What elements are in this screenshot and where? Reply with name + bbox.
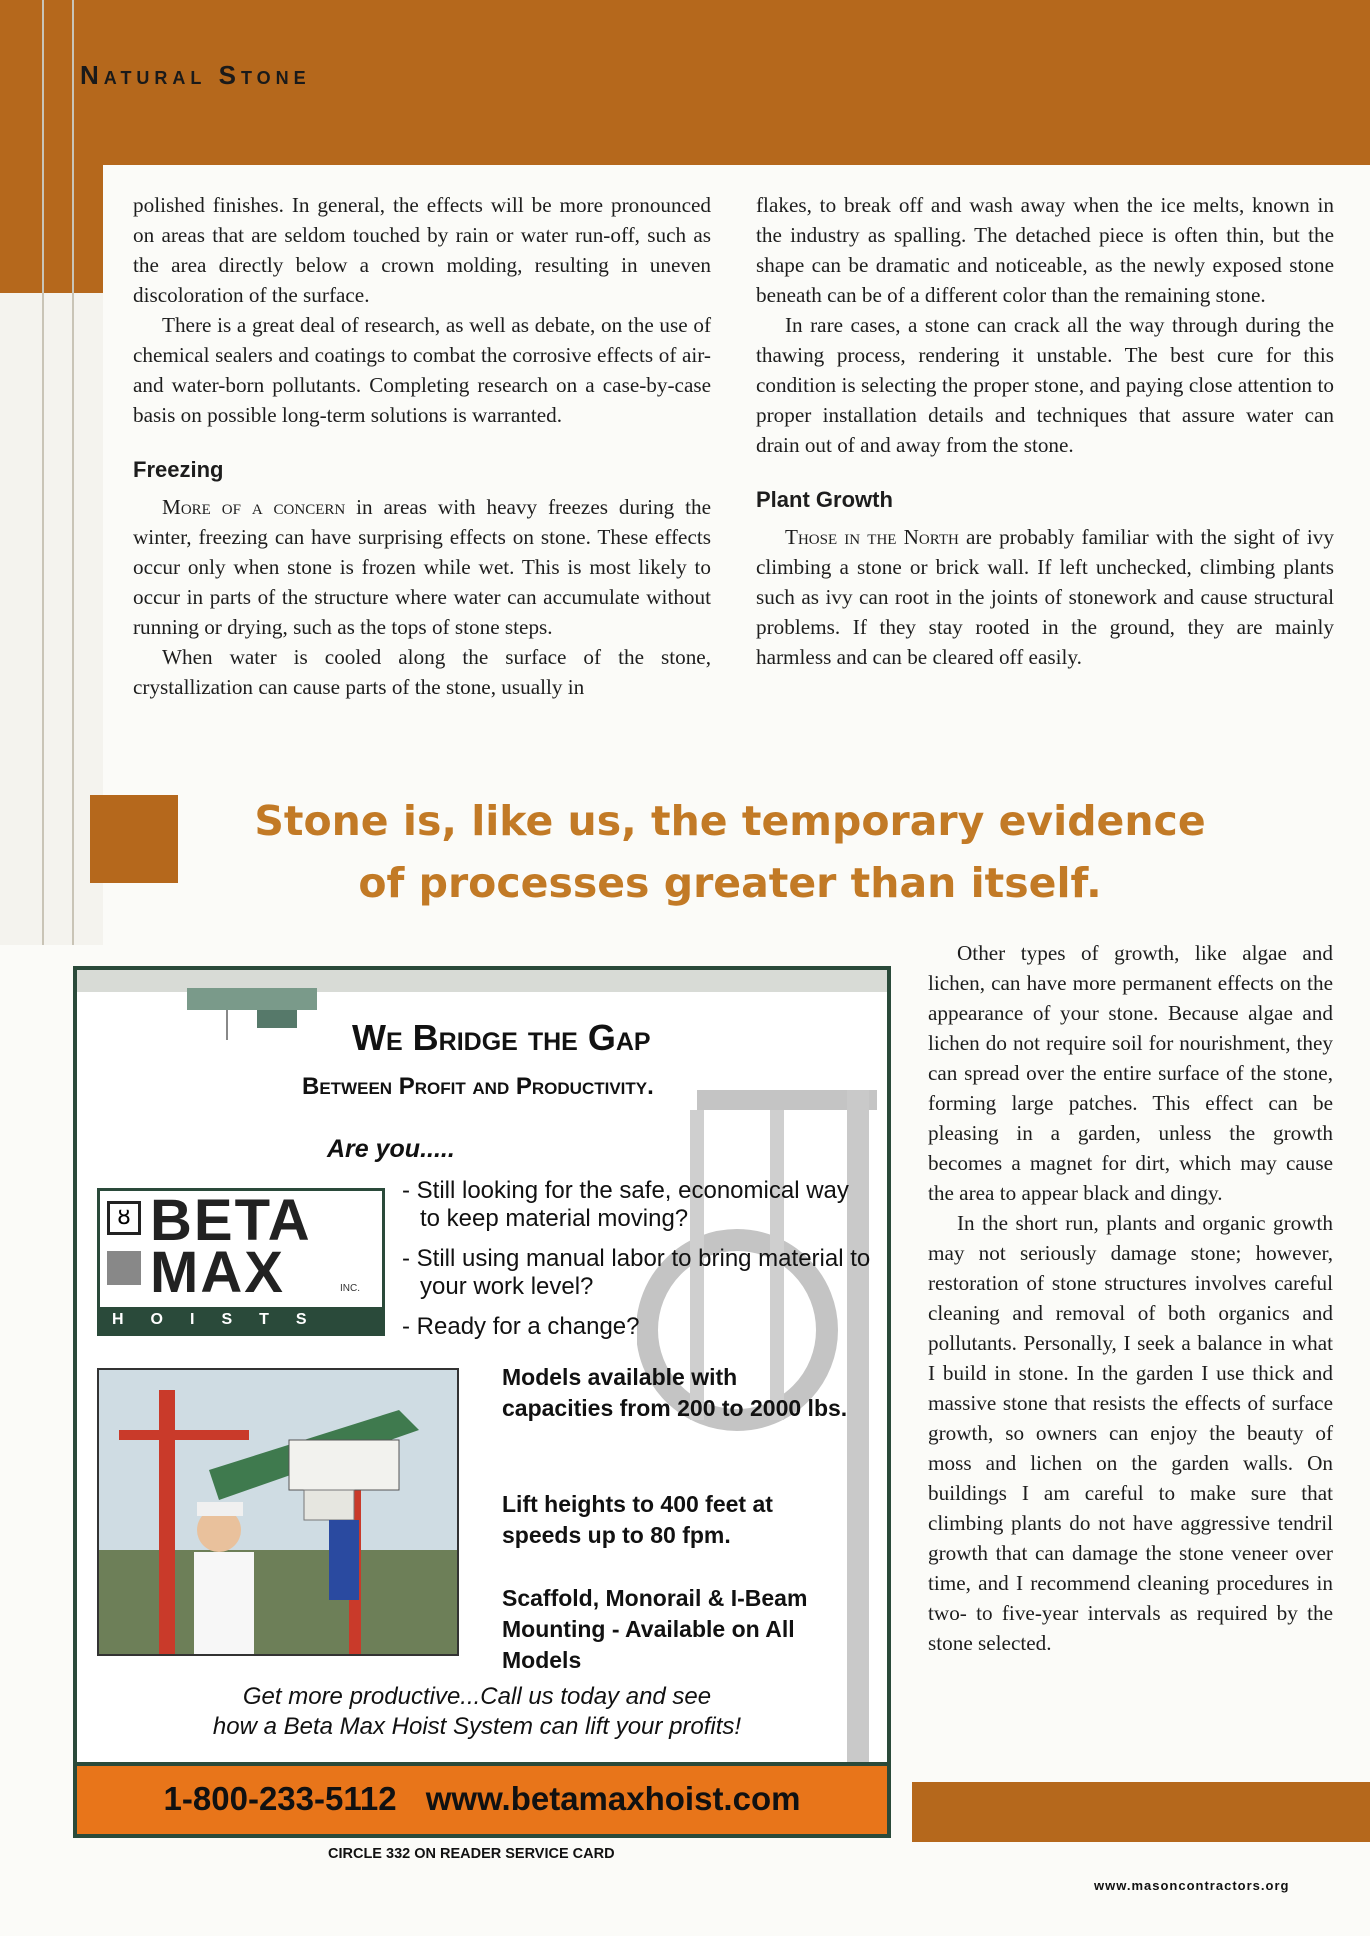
paragraph: flakes, to break off and wash away when the ice melts, known in the industry as spalling. The detached piece is often thin, but the shape can be dramatic and noticeable, as the newly exposed stone beneath can be of a different color than the remaining stone. (756, 193, 1334, 307)
paragraph (133, 492, 711, 642)
advertisement[interactable] (73, 966, 891, 1838)
lead-in: Those in the North (785, 525, 959, 549)
ad-feature: Scaffold, Monorail & I-Beam Mounting - Available on All Models (502, 1585, 808, 1673)
page-edge-line (42, 0, 44, 950)
ad-call-to-action (177, 1682, 777, 1742)
logo-strip: HOISTS (100, 1307, 382, 1333)
paragraph: In rare cases, a stone can crack all the way through during the thawing process, rendering it unstable. The best cure for this condition is selecting the proper stone, and paying close attention to proper installation details and techniques that assure water can drain out of and away from the stone. (756, 313, 1334, 457)
paragraph-body: are probably familiar with the sight of ivy climbing a stone or brick wall. If left unchecked, climbing plants such as ivy can root in the joints of stonework and cause structural problems. If they stay rooted in the ground, they are mainly harmless and can be cleared off easily. (756, 525, 1334, 669)
ad-bullet-list (402, 1177, 872, 1353)
ad-bullet: - Ready for a change? (402, 1313, 640, 1340)
phone-number[interactable]: 1-800-233-5112 (163, 1780, 397, 1817)
paragraph-body: in areas with heavy freezes during the winter, freezing can have surprising effects on stone. These effects occur only when stone is frozen while wet. This is most likely to occur in parts of the structure where water can accumulate without running or drying, such as the tops of stone steps. (133, 495, 711, 639)
ad-contact-text (77, 1780, 887, 1818)
ad-contact-bar (77, 1762, 887, 1834)
ad-question: Are you..... (327, 1135, 455, 1163)
logo-square-icon (107, 1251, 141, 1285)
article-column-bottom (928, 938, 1333, 1658)
ad-headline: We Bridge the Gap (352, 1017, 651, 1058)
subheading-plant-growth: Plant Growth (756, 487, 893, 512)
product-photo (97, 1368, 459, 1656)
reader-service-note: CIRCLE 332 ON READER SERVICE CARD (328, 1846, 615, 1862)
paragraph: There is a great deal of research, as well as debate, on the use of chemical sealers and coatings to combat the corrosive effects of air- and water-born pollutants. Completing research on a case-by-case basis on possible long-term solutions is warranted. (133, 313, 711, 427)
pull-quote (190, 790, 1270, 914)
ad-subheadline: Between Profit and Productivity. (302, 1073, 654, 1100)
footer-band (912, 1782, 1370, 1842)
paragraph: In the short run, plants and organic growth may not seriously damage stone; however, restoration of stone structures involves careful cleaning and removal of both organics and pollutants. Personally, I seek a balance in what I build in stone. In the garden I use thick and massive stone that resists the effects of surface growth, so owners can enjoy the beauty of moss and lichen on the garden walls. On buildings I am careful to make sure that climbing plants do not have aggressive tendril growth that can damage the stone veneer over time, and I recommend cleaning procedures in two- to five-year intervals as required by the stone selected. (928, 1211, 1333, 1655)
logo-inc: INC. (340, 1283, 360, 1294)
paragraph: Other types of growth, like algae and lichen, can have more permanent effects on the appearance of your stone. Because algae and lichen do not require soil for nourishment, they can spread over the entire surface of the stone, forming large patches. This effect can be pleasing in a garden, unless the growth becomes a magnet for dirt, which may cause the area to appear black and dingy. (928, 941, 1333, 1205)
hoist-illustration (187, 970, 347, 1040)
paragraph: When water is cooled along the surface of the stone, crystallization can cause parts of the stone, usually in (133, 645, 711, 699)
page-edge-line (72, 0, 74, 950)
footer-url[interactable]: www.masoncontractors.org (1094, 1878, 1290, 1893)
paragraph: polished finishes. In general, the effects will be more pronounced on areas that are seldom touched by rain or water run-off, such as the area directly below a crown molding, resulting in uneven discoloration of the surface. (133, 193, 711, 307)
website-link[interactable]: www.betamaxhoist.com (425, 1780, 801, 1817)
ad-bullet: - Still using manual labor to bring material to your work level? (402, 1245, 871, 1300)
worker-hoist-illustration (99, 1370, 459, 1656)
ad-feature: Models available with capacities from 200 to 2000 lbs. (502, 1364, 848, 1421)
pull-quote-marker (90, 795, 178, 883)
section-title: Natural Stone (80, 60, 311, 90)
beta-max-logo (97, 1188, 385, 1336)
ad-feature: Lift heights to 400 feet at speeds up to 80 fpm. (502, 1491, 773, 1548)
article-column-right (756, 190, 1334, 672)
paragraph (756, 522, 1334, 672)
pull-quote-line: Stone is, like us, the temporary evidence (254, 797, 1206, 845)
logo-text: BETA (150, 1188, 312, 1253)
subheading-freezing: Freezing (133, 457, 224, 482)
ad-cta-line: Get more productive...Call us today and see (242, 1683, 712, 1710)
ad-bullet: - Still looking for the safe, economical way to keep material moving? (402, 1177, 849, 1232)
lead-in: More of a concern (162, 495, 346, 519)
hook-icon: ȣ (107, 1201, 141, 1235)
ad-body (77, 970, 887, 1762)
left-accent-band (0, 165, 103, 293)
article-column-left (133, 190, 711, 702)
ad-cta-line: how a Beta Max Hoist System can lift your profits! (212, 1713, 742, 1740)
pull-quote-line: of processes greater than itself. (358, 859, 1102, 907)
logo-text: MAX (150, 1240, 285, 1305)
